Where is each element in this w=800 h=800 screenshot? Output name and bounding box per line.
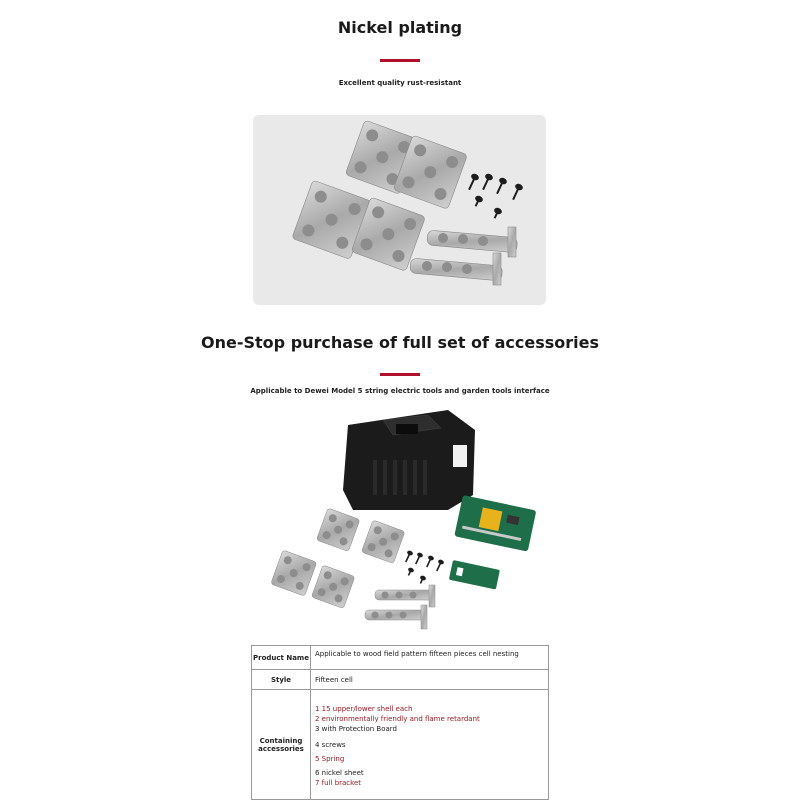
accessories-kit-photo [253, 400, 546, 640]
contents-list [311, 690, 549, 800]
title-accent-bar [380, 59, 420, 62]
list-item: 1 15 upper/lower shell each [315, 704, 413, 713]
table-row [252, 670, 549, 690]
section-subtitle-compatibility: Applicable to Dewei Model 5 string electric tools and garden tools interface [250, 387, 550, 395]
nickel-plates-photo [253, 115, 546, 305]
section-subtitle-rust-resistant: Excellent quality rust-resistant [338, 79, 462, 87]
product-spec-table [251, 645, 549, 800]
product-name-value: Applicable to wood field pattern fifteen pieces cell nesting [311, 646, 549, 670]
product-name-label: Product Name [252, 646, 311, 670]
style-label: Style [252, 670, 311, 690]
list-item: 2 environmentally friendly and flame retardant [315, 714, 480, 723]
list-item: 6 nickel sheet [315, 768, 364, 777]
list-item: 4 screws [315, 740, 346, 749]
title-accent-bar [380, 373, 420, 376]
list-item: 5 Spring [315, 754, 345, 763]
table-row [252, 690, 549, 800]
list-item: 7 full bracket [315, 778, 362, 787]
list-item: 3 with Protection Board [315, 724, 397, 733]
style-value: Fifteen cell [311, 670, 549, 690]
section-title-accessories: One-Stop purchase of full set of accessories [201, 333, 599, 352]
section-title-nickel-plating: Nickel plating [337, 18, 463, 37]
contents-label: Containing accessories [252, 690, 311, 800]
table-row [252, 646, 549, 670]
